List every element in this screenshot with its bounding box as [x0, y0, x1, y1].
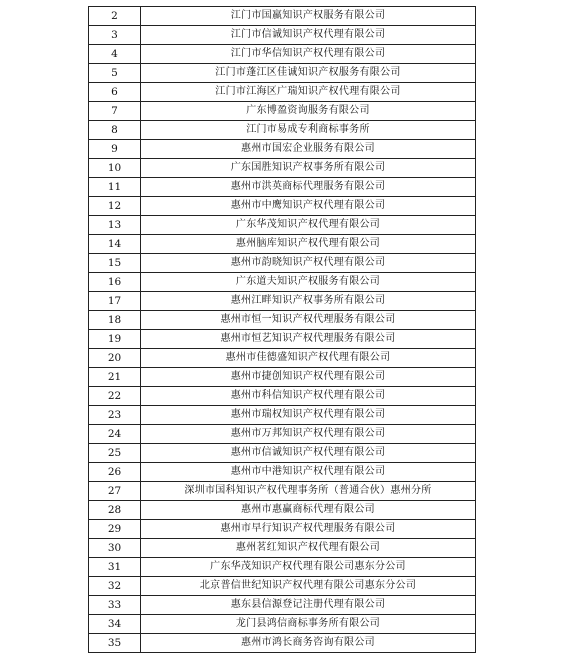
agency-name: 惠州市佳德盛知识产权代理有限公司: [141, 349, 476, 368]
table-row: [89, 501, 476, 520]
agency-table-body: [89, 7, 476, 653]
row-number: 24: [89, 425, 141, 444]
agency-name: 惠州江畔知识产权事务所有限公司: [141, 292, 476, 311]
row-number: 15: [89, 254, 141, 273]
agency-name: 惠州市早行知识产权代理服务有限公司: [141, 520, 476, 539]
row-number: 6: [89, 83, 141, 102]
table-row: [89, 558, 476, 577]
table-row: [89, 292, 476, 311]
row-number: 5: [89, 64, 141, 83]
row-number: 19: [89, 330, 141, 349]
agency-name: 惠州市国宏企业服务有限公司: [141, 140, 476, 159]
agency-name: 广东博盈资询服务有限公司: [141, 102, 476, 121]
row-number: 9: [89, 140, 141, 159]
agency-name: 江门市国嬴知识产权服务有限公司: [141, 7, 476, 26]
row-number: 31: [89, 558, 141, 577]
agency-name: 惠州市科信知识产权代理有限公司: [141, 387, 476, 406]
agency-name: 深圳市国科知识产权代理事务所（普通合伙）惠州分所: [141, 482, 476, 501]
row-number: 11: [89, 178, 141, 197]
agency-name: 惠州市惠赢商标代理有限公司: [141, 501, 476, 520]
agency-name: 江门市江海区广瑞知识产权代理有限公司: [141, 83, 476, 102]
table-row: [89, 216, 476, 235]
table-row: [89, 539, 476, 558]
table-row: [89, 121, 476, 140]
row-number: 7: [89, 102, 141, 121]
table-row: [89, 197, 476, 216]
agency-name: 惠州市中港知识产权代理有限公司: [141, 463, 476, 482]
row-number: 10: [89, 159, 141, 178]
row-number: 28: [89, 501, 141, 520]
row-number: 33: [89, 596, 141, 615]
table-row: [89, 7, 476, 26]
row-number: 20: [89, 349, 141, 368]
table-row: [89, 254, 476, 273]
row-number: 32: [89, 577, 141, 596]
agency-name: 惠东县信源登记注册代理有限公司: [141, 596, 476, 615]
row-number: 26: [89, 463, 141, 482]
agency-name: 广东华茂知识产权代理有限公司: [141, 216, 476, 235]
row-number: 30: [89, 539, 141, 558]
row-number: 27: [89, 482, 141, 501]
agency-name: 惠州市韵晓知识产权代理有限公司: [141, 254, 476, 273]
agency-name: 北京普信世纪知识产权代理有限公司惠东分公司: [141, 577, 476, 596]
agency-name: 江门市信诚知识产权代理有限公司: [141, 26, 476, 45]
row-number: 35: [89, 634, 141, 653]
agency-name: 惠州市信诚知识产权代理有限公司: [141, 444, 476, 463]
table-row: [89, 387, 476, 406]
table-row: [89, 235, 476, 254]
table-row: [89, 178, 476, 197]
row-number: 18: [89, 311, 141, 330]
agency-name: 惠州市鸿长商务咨询有限公司: [141, 634, 476, 653]
agency-name: 惠州茗红知识产权代理有限公司: [141, 539, 476, 558]
agency-name: 龙门县鸿信商标事务所有限公司: [141, 615, 476, 634]
agency-name: 广东华茂知识产权代理有限公司惠东分公司: [141, 558, 476, 577]
table-row: [89, 83, 476, 102]
document-page: [88, 6, 475, 653]
table-row: [89, 159, 476, 178]
agency-name: 惠州市瑞权知识产权代理有限公司: [141, 406, 476, 425]
agency-name: 广东道夫知识产权服务有限公司: [141, 273, 476, 292]
agency-name: 惠州市捷创知识产权代理有限公司: [141, 368, 476, 387]
row-number: 16: [89, 273, 141, 292]
table-row: [89, 64, 476, 83]
row-number: 17: [89, 292, 141, 311]
table-row: [89, 26, 476, 45]
agency-name: 江门市蓬江区佳诚知识产权服务有限公司: [141, 64, 476, 83]
row-number: 13: [89, 216, 141, 235]
agency-name: 惠州市中鹰知识产权代理有限公司: [141, 197, 476, 216]
agency-name: 惠州市恒一知识产权代理服务有限公司: [141, 311, 476, 330]
table-row: [89, 577, 476, 596]
table-row: [89, 140, 476, 159]
table-row: [89, 596, 476, 615]
row-number: 3: [89, 26, 141, 45]
row-number: 25: [89, 444, 141, 463]
table-row: [89, 615, 476, 634]
agency-name: 惠州市万邦知识产权代理有限公司: [141, 425, 476, 444]
table-row: [89, 406, 476, 425]
row-number: 14: [89, 235, 141, 254]
agency-name: 广东国胜知识产权事务所有限公司: [141, 159, 476, 178]
agency-name: 惠州脑库知识产权代理有限公司: [141, 235, 476, 254]
row-number: 12: [89, 197, 141, 216]
row-number: 34: [89, 615, 141, 634]
row-number: 21: [89, 368, 141, 387]
row-number: 4: [89, 45, 141, 64]
row-number: 23: [89, 406, 141, 425]
agency-name: 惠州市恒艺知识产权代理服务有限公司: [141, 330, 476, 349]
table-row: [89, 425, 476, 444]
agency-name: 江门市易成专利商标事务所: [141, 121, 476, 140]
table-row: [89, 102, 476, 121]
table-row: [89, 311, 476, 330]
table-row: [89, 634, 476, 653]
table-row: [89, 520, 476, 539]
table-row: [89, 330, 476, 349]
row-number: 29: [89, 520, 141, 539]
table-row: [89, 45, 476, 64]
table-row: [89, 482, 476, 501]
table-row: [89, 463, 476, 482]
row-number: 8: [89, 121, 141, 140]
row-number: 22: [89, 387, 141, 406]
agency-table: [88, 6, 476, 653]
row-number: 2: [89, 7, 141, 26]
table-row: [89, 368, 476, 387]
table-row: [89, 273, 476, 292]
table-row: [89, 349, 476, 368]
table-row: [89, 444, 476, 463]
agency-name: 江门市华信知识产权代理有限公司: [141, 45, 476, 64]
agency-name: 惠州市洪英商标代理服务有限公司: [141, 178, 476, 197]
